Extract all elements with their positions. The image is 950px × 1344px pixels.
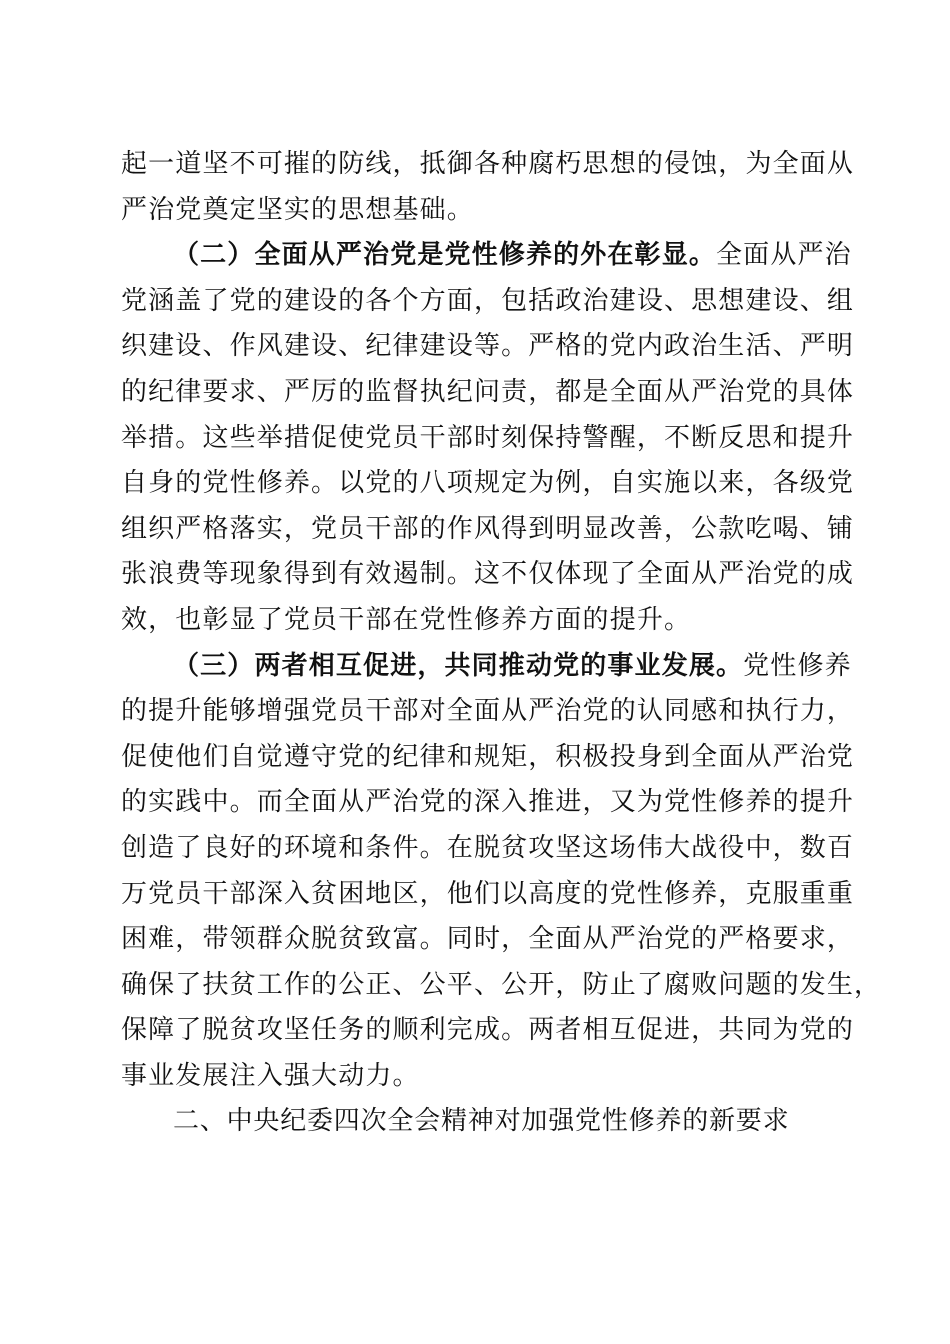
paragraph-heading: （二）全面从严治党是党性修养的外在彰显。: [173, 240, 717, 271]
paragraph-heading: （三）两者相互促进，共同推动党的事业发展。: [173, 650, 744, 681]
paragraph-text: 全面从严治: [716, 240, 852, 271]
text-line: 严治党奠定坚实的思想基础。: [121, 194, 474, 225]
text-line: 确保了扶贫工作的公正、公平、公开，防止了腐败问题的发生，: [121, 969, 882, 1000]
text-line: 张浪费等现象得到有效遏制。这不仅体现了全面从严治党的成: [121, 559, 855, 590]
text-line: 促使他们自觉遵守党的纪律和规矩，积极投身到全面从严治党: [121, 741, 855, 772]
text-line: 织建设、作风建设、纪律建设等。严格的党内政治生活、严明: [121, 331, 855, 362]
text-line: 的实践中。而全面从严治党的深入推进，又为党性修养的提升: [121, 787, 855, 818]
document-body: [121, 142, 882, 1145]
text-line: 效，也彰显了党员干部在党性修养方面的提升。: [121, 604, 692, 635]
text-line: 的纪律要求、严厉的监督执纪问责，都是全面从严治党的具体: [121, 376, 855, 407]
section-heading: 二、中央纪委四次全会精神对加强党性修养的新要求: [173, 1106, 790, 1137]
text-line: 举措。这些举措促使党员干部时刻保持警醒，不断反思和提升: [121, 422, 855, 453]
text-line: 万党员干部深入贫困地区，他们以高度的党性修养，克服重重: [121, 878, 855, 909]
text-line: 创造了良好的环境和条件。在脱贫攻坚这场伟大战役中，数百: [121, 832, 855, 863]
paragraph-two: [121, 233, 855, 643]
text-line: [121, 233, 852, 279]
text-line: 党涵盖了党的建设的各个方面，包括政治建设、思想建设、组: [121, 285, 855, 316]
text-line: 的提升能够增强党员干部对全面从严治党的认同感和执行力，: [121, 696, 855, 727]
paragraph-intro: [121, 142, 855, 233]
text-line: [121, 644, 852, 690]
text-line: 组织严格落实，党员干部的作风得到明显改善，公款吃喝、铺: [121, 513, 855, 544]
text-line: 起一道坚不可摧的防线，抵御各种腐朽思想的侵蚀，为全面从: [121, 149, 855, 179]
paragraph-three: [121, 644, 882, 1100]
text-line: 自身的党性修养。以党的八项规定为例，自实施以来，各级党: [121, 468, 855, 499]
text-line: 保障了脱贫攻坚任务的顺利完成。两者相互促进，共同为党的: [121, 1015, 855, 1046]
paragraph-text: 党性修养: [743, 650, 852, 681]
text-line: 困难，带领群众脱贫致富。同时，全面从严治党的严格要求，: [121, 924, 855, 955]
text-line: 事业发展注入强大动力。: [121, 1060, 420, 1091]
